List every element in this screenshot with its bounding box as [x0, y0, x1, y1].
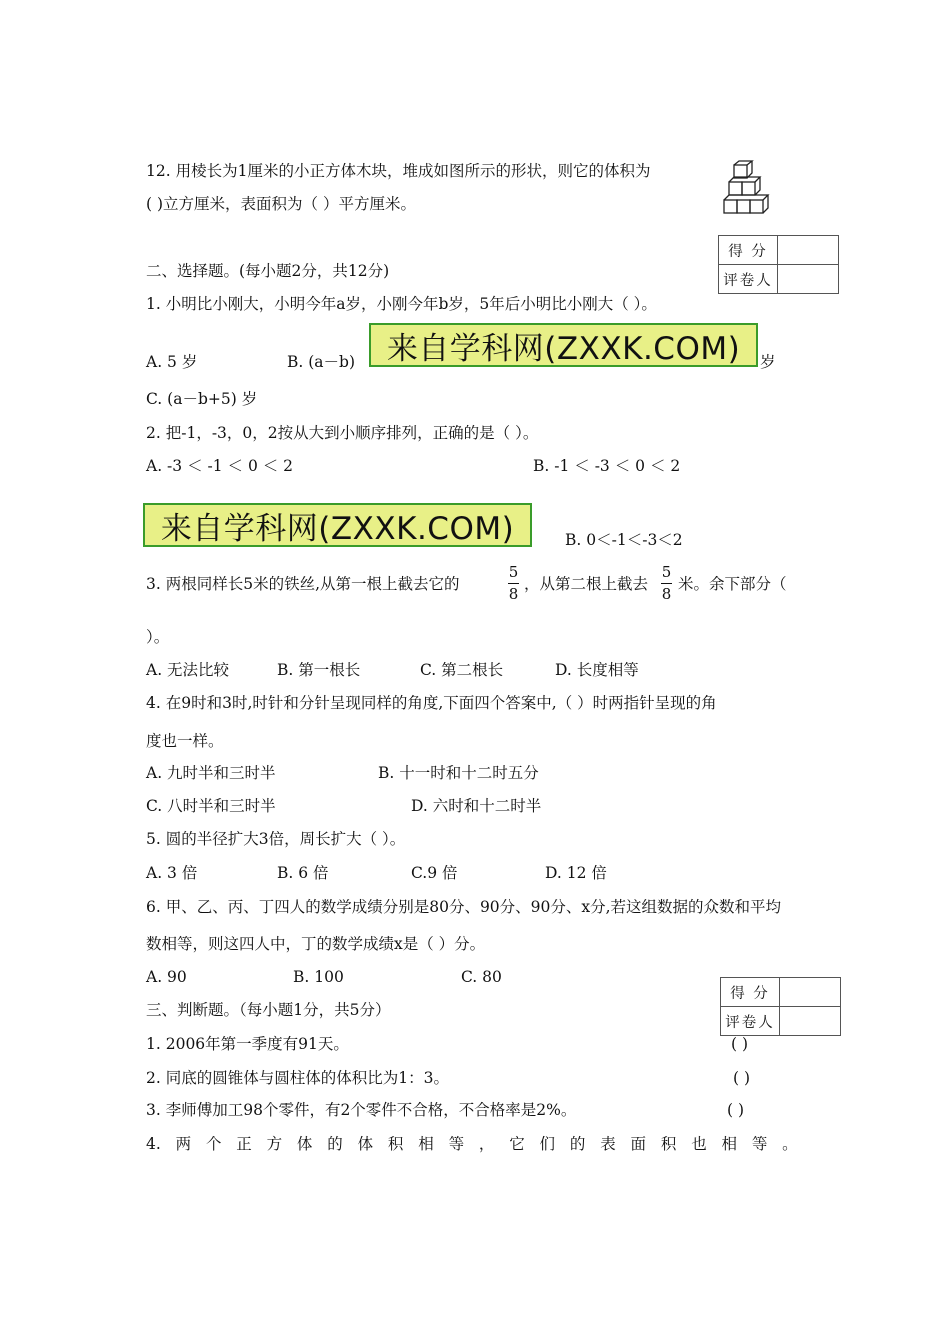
s3-item-4-char: 它	[509, 1135, 525, 1153]
s2-q1-option-a: A. 5 岁	[146, 353, 198, 371]
s3-item-4-char: 相	[721, 1135, 738, 1153]
s2-q1-option-b-unit: 岁	[760, 353, 776, 371]
fraction-1-denominator: 8	[508, 585, 519, 603]
s3-item-4-char: 体	[296, 1135, 313, 1153]
s2-q5-stem: 5. 圆的半径扩大3倍，周长扩大（ ）。	[146, 830, 406, 848]
s2-q3-option-b: B. 第一根长	[277, 661, 361, 679]
s3-item-4-char: 们	[539, 1135, 556, 1153]
s2-q1-stem: 1. 小明比小刚大，小明今年a岁，小刚今年b岁，5年后小明比小刚大（ ）。	[146, 295, 657, 313]
s2-q3-text-pre: 3. 两根同样长5米的铁丝,从第一根上截去它的	[146, 575, 460, 593]
s2-q3-text-mid: ，从第二根上截去	[524, 575, 649, 593]
fraction-2-bar	[661, 583, 672, 584]
s3-item-4-char: 面	[630, 1135, 647, 1153]
s2-q5-option-c: C.9 倍	[411, 864, 458, 882]
q12-line1: 12. 用棱长为1厘米的小正方体木块，堆成如图所示的形状，则它的体积为	[146, 162, 651, 180]
s2-q3-text-line2: ）。	[146, 628, 170, 646]
s2-q4-option-a: A. 九时半和三时半	[146, 764, 276, 782]
fraction-2-numerator: 5	[661, 563, 672, 581]
s3-item-4-char: ，	[478, 1135, 495, 1153]
section-3-heading: 三、判断题。（每小题1分，共5分）	[146, 1001, 391, 1019]
s2-q3-option-d: D. 长度相等	[555, 661, 639, 679]
s3-item-4-char: 也	[691, 1135, 707, 1153]
s3-item-4-char: 的	[569, 1135, 586, 1153]
s2-q1-option-c: C. (a－b+5) 岁	[146, 390, 258, 408]
s3-item-2: 2. 同底的圆锥体与圆柱体的体积比为1：3。	[146, 1069, 449, 1087]
section-2-heading: 二、选择题。(每小题2分，共12分)	[146, 262, 390, 280]
s3-item-4-char: 体	[357, 1135, 374, 1153]
s2-q6-option-b: B. 100	[293, 968, 344, 986]
grader-cell[interactable]	[778, 265, 839, 294]
cube-stack-figure	[722, 160, 780, 218]
fraction-2-denominator: 8	[661, 585, 672, 603]
s2-q2-stem: 2. 把-1，-3，0，2按从大到小顺序排列，正确的是（ ）。	[146, 424, 539, 442]
score-box-1	[718, 235, 839, 294]
s3-item-1-paren[interactable]: ( )	[731, 1035, 749, 1053]
fraction-1	[508, 564, 519, 603]
s3-item-4-char: 等	[448, 1135, 465, 1153]
s3-item-4-char: 两	[175, 1135, 192, 1153]
fraction-1-bar	[508, 583, 519, 584]
watermark-banner-2: 来自学科网(ZXXK.COM)	[143, 503, 532, 547]
s2-q4-line1: 4. 在9时和3时,时针和分针呈现同样的角度,下面四个答案中,（ ）时两指针呈现的角	[146, 694, 717, 712]
s2-q1-option-b: B. (a－b)	[287, 353, 356, 371]
s3-item-4-char: 的	[327, 1135, 343, 1153]
s3-item-4-char: 相	[418, 1135, 434, 1153]
s2-q2-option-d: B. 0＜-1＜-3＜2	[565, 531, 683, 549]
s2-q3-option-c: C. 第二根长	[420, 661, 504, 679]
s2-q6-line2: 数相等，则这四人中，丁的数学成绩x是（ ）分。	[146, 935, 486, 953]
s2-q2-option-a: A. -3 ＜ -1 ＜ 0 ＜ 2	[146, 457, 294, 475]
s3-item-4-char: 表	[600, 1135, 616, 1153]
s2-q5-option-b: B. 6 倍	[277, 864, 329, 882]
s3-item-4-char: 正	[236, 1135, 252, 1153]
s3-item-4	[146, 1134, 798, 1154]
s3-item-4-char: 等	[751, 1135, 768, 1153]
s3-item-4-char: 方	[266, 1135, 283, 1153]
s2-q6-line1: 6. 甲、乙、丙、丁四人的数学成绩分别是80分、90分、90分、x分,若这组数据的众数和平均	[146, 898, 782, 916]
s3-item-1: 1. 2006年第一季度有91天。	[146, 1035, 349, 1053]
s2-q6-option-c: C. 80	[461, 968, 502, 986]
s2-q3-option-a: A. 无法比较	[146, 661, 230, 679]
s3-item-4-char: 。	[782, 1135, 798, 1153]
fraction-2	[661, 564, 672, 603]
s3-item-4-char: 积	[660, 1135, 677, 1153]
score-box-2	[720, 977, 841, 1036]
s2-q6-option-a: A. 90	[146, 968, 187, 986]
s3-item-4-char: 个	[205, 1135, 222, 1153]
fraction-1-numerator: 5	[508, 563, 519, 581]
s3-item-3: 3. 李师傅加工98个零件，有2个零件不合格，不合格率是2%。	[146, 1101, 577, 1119]
grader-label: 评卷人	[721, 1007, 780, 1036]
q12-line2: ( )立方厘米，表面积为（ ）平方厘米。	[146, 195, 416, 213]
s2-q2-option-b: B. -1 ＜ -3 ＜ 0 ＜ 2	[533, 457, 681, 475]
s3-item-4-char: 积	[387, 1135, 404, 1153]
s2-q5-option-d: D. 12 倍	[545, 864, 607, 882]
score-label: 得 分	[721, 978, 780, 1007]
score-cell[interactable]	[780, 978, 841, 1007]
s2-q4-line2: 度也一样。	[146, 732, 224, 750]
s2-q4-option-b: B. 十一时和十二时五分	[378, 764, 539, 782]
s2-q4-option-d: D. 六时和十二时半	[411, 797, 542, 815]
grader-label: 评卷人	[719, 265, 778, 294]
score-cell[interactable]	[778, 236, 839, 265]
score-label: 得 分	[719, 236, 778, 265]
watermark-banner-1: 来自学科网(ZXXK.COM)	[369, 323, 758, 367]
s2-q5-option-a: A. 3 倍	[146, 864, 198, 882]
grader-cell[interactable]	[780, 1007, 841, 1036]
s3-item-4-number: 4.	[146, 1135, 161, 1153]
s2-q4-option-c: C. 八时半和三时半	[146, 797, 276, 815]
s3-item-3-paren[interactable]: ( )	[727, 1101, 745, 1119]
s2-q3-text-post: 米。余下部分（	[678, 575, 787, 593]
s3-item-2-paren[interactable]: ( )	[733, 1069, 751, 1087]
